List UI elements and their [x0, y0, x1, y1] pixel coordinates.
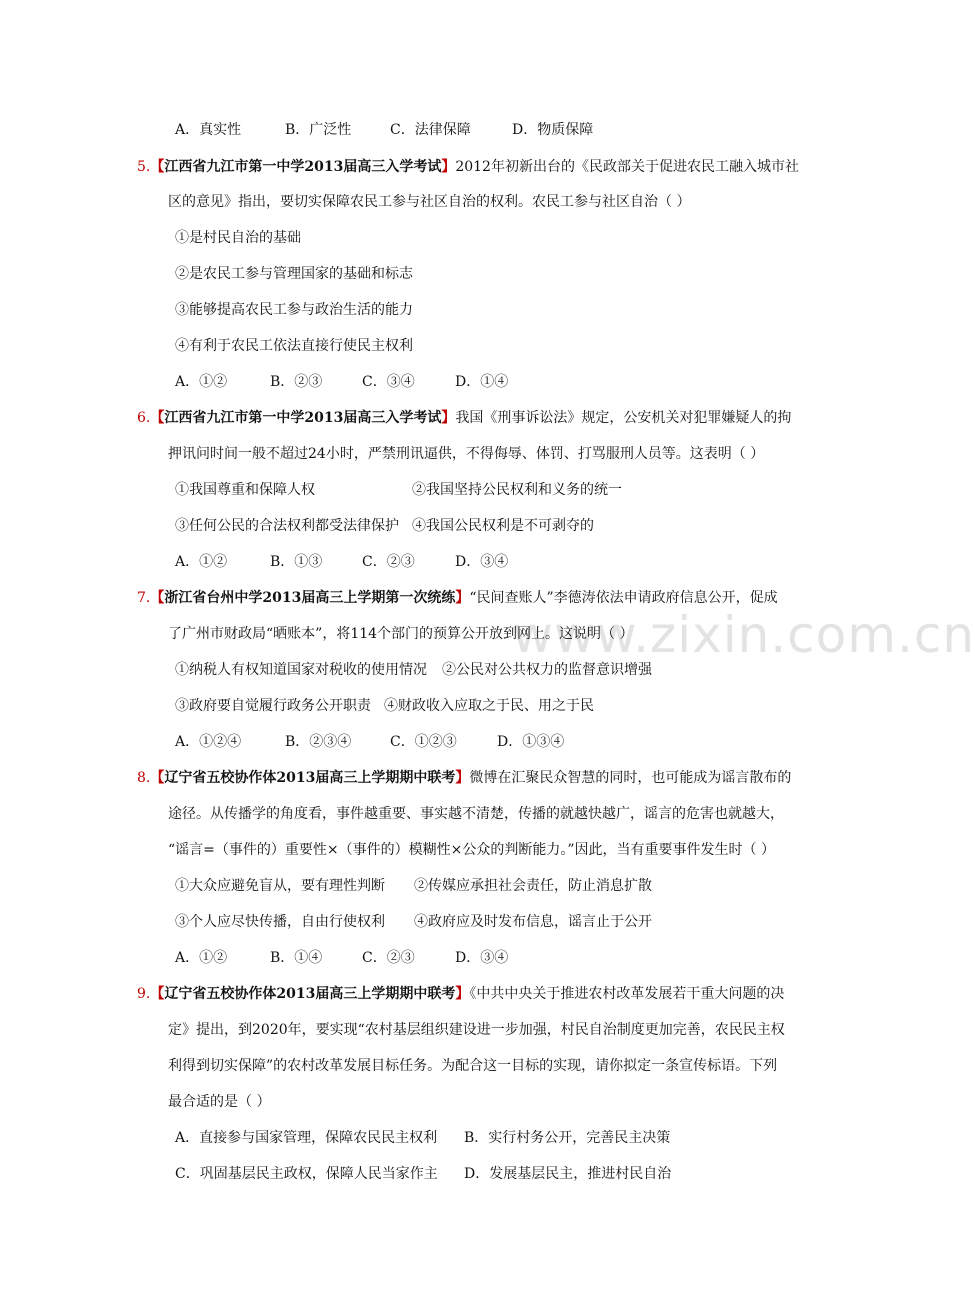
- question-text: “民间查账人”李德涛依法申请政府信息公开，促成: [469, 590, 778, 606]
- question-number: 5.: [137, 159, 151, 175]
- statement: ③个人应尽快传播，自由行使权利: [175, 914, 385, 930]
- option: D．③④: [455, 554, 509, 570]
- option: B．①④: [270, 950, 323, 966]
- option: A．直接参与国家管理，保障农民民主权利: [175, 1130, 438, 1146]
- option: A．①②: [175, 554, 228, 570]
- statement: ②我国坚持公民权利和义务的统一: [412, 482, 622, 498]
- option: C．③④: [362, 374, 415, 390]
- question-text: 区的意见》指出，要切实保障农民工参与社区自治的权利。农民工参与社区自治（ ）: [168, 194, 691, 210]
- q4-option-d: D．物质保障: [512, 122, 594, 138]
- question-text: 利得到切实保障”的农村改革发展目标任务。为配合这一目标的实现，请你拟定一条宣传标语。下列: [168, 1058, 778, 1074]
- option: A．①②④: [175, 734, 242, 750]
- option: A．①②: [175, 950, 228, 966]
- question-source: 辽宁省五校协作体2013届高三上学期期中联考: [164, 986, 456, 1002]
- q6-header-line: 6.【江西省九江市第一中学2013届高三入学考试】我国《刑事诉讼法》规定，公安机关对犯罪嫌疑人的拘: [137, 410, 792, 426]
- option: C．②③: [362, 950, 415, 966]
- statement: ④财政收入应取之于民、用之于民: [384, 698, 594, 714]
- watermark: www.zixin.com.cn: [512, 606, 975, 664]
- statement: ③能够提高农民工参与政治生活的能力: [175, 302, 413, 318]
- statement: ④政府应及时发布信息，谣言止于公开: [414, 914, 652, 930]
- question-source: 江西省九江市第一中学2013届高三入学考试: [164, 410, 442, 426]
- question-number: 8.: [137, 770, 151, 786]
- statement: ②公民对公共权力的监督意识增强: [442, 662, 652, 678]
- option: D．③④: [455, 950, 509, 966]
- option: B．②③④: [285, 734, 352, 750]
- q9-header-line: 9.【辽宁省五校协作体2013届高三上学期期中联考】《中共中央关于推进农村改革发展若干重大问题的决: [137, 986, 785, 1002]
- question-text: 押讯问时间一般不超过24小时，严禁刑讯逼供，不得侮辱、体罚、打骂服刑人员等。这表明（ ）: [168, 446, 765, 462]
- question-text: 定》提出，到2020年，要实现“农村基层组织建设进一步加强，村民自治制度更加完善，农民民主权: [168, 1022, 785, 1038]
- statement: ④我国公民权利是不可剥夺的: [412, 518, 594, 534]
- question-text: 微博在汇聚民众智慧的同时，也可能成为谣言散布的: [469, 770, 792, 786]
- question-text: 《中共中央关于推进农村改革发展若干重大问题的决: [469, 986, 785, 1002]
- question-text: 我国《刑事诉讼法》规定，公安机关对犯罪嫌疑人的拘: [455, 410, 792, 426]
- question-text: 途径。从传播学的角度看，事件越重要、事实越不清楚，传播的就越快越广，谣言的危害也就越大，: [168, 806, 784, 822]
- option: C．①②③: [390, 734, 457, 750]
- option: B．②③: [270, 374, 323, 390]
- question-source: 辽宁省五校协作体2013届高三上学期期中联考: [164, 770, 456, 786]
- option: B．实行村务公开，完善民主决策: [464, 1130, 671, 1146]
- statement: ②传媒应承担社会责任，防止消息扩散: [414, 878, 652, 894]
- question-text: 了广州市财政局“晒账本”，将114个部门的预算公开放到网上。这说明（ ）: [168, 626, 634, 642]
- q4-option-a: A．真实性: [175, 122, 242, 138]
- statement: ④有利于农民工依法直接行使民主权利: [175, 338, 413, 354]
- q7-header-line: 7.【浙江省台州中学2013届高三上学期第一次统练】“民间查账人”李德涛依法申请政府信息公开，促成: [137, 590, 778, 606]
- question-number: 7.: [137, 590, 151, 606]
- question-number: 6.: [137, 410, 151, 426]
- q5-header-line: 5.【江西省九江市第一中学2013届高三入学考试】2012年初新出台的《民政部关于促进农民工融入城市社: [137, 159, 799, 175]
- option: C．②③: [362, 554, 415, 570]
- option: A．①②: [175, 374, 228, 390]
- option: C．巩固基层民主政权，保障人民当家作主: [175, 1166, 438, 1182]
- question-text: 最合适的是（ ）: [168, 1094, 271, 1110]
- q4-option-b: B．广泛性: [285, 122, 352, 138]
- option: D．①④: [455, 374, 509, 390]
- statement: ①是村民自治的基础: [175, 230, 301, 246]
- statement: ③任何公民的合法权利都受法律保护: [175, 518, 399, 534]
- question-text: 2012年初新出台的《民政部关于促进农民工融入城市社: [455, 159, 799, 175]
- question-source: 浙江省台州中学2013届高三上学期第一次统练: [164, 590, 456, 606]
- option: D．①③④: [497, 734, 565, 750]
- statement: ①我国尊重和保障人权: [175, 482, 315, 498]
- q4-option-c: C．法律保障: [390, 122, 471, 138]
- statement: ①纳税人有权知道国家对税收的使用情况: [175, 662, 427, 678]
- statement: ③政府要自觉履行政务公开职责: [175, 698, 371, 714]
- option: D．发展基层民主，推进村民自治: [464, 1166, 672, 1182]
- question-text: “谣言=（事件的）重要性×（事件的）模糊性×公众的判断能力。”因此，当有重要事件发生时（ ）: [168, 842, 775, 858]
- q8-header-line: 8.【辽宁省五校协作体2013届高三上学期期中联考】微博在汇聚民众智慧的同时，也可能成为谣言散布的: [137, 770, 792, 786]
- question-number: 9.: [137, 986, 151, 1002]
- option: B．①③: [270, 554, 323, 570]
- question-source: 江西省九江市第一中学2013届高三入学考试: [164, 159, 442, 175]
- statement: ①大众应避免盲从，要有理性判断: [175, 878, 385, 894]
- statement: ②是农民工参与管理国家的基础和标志: [175, 266, 413, 282]
